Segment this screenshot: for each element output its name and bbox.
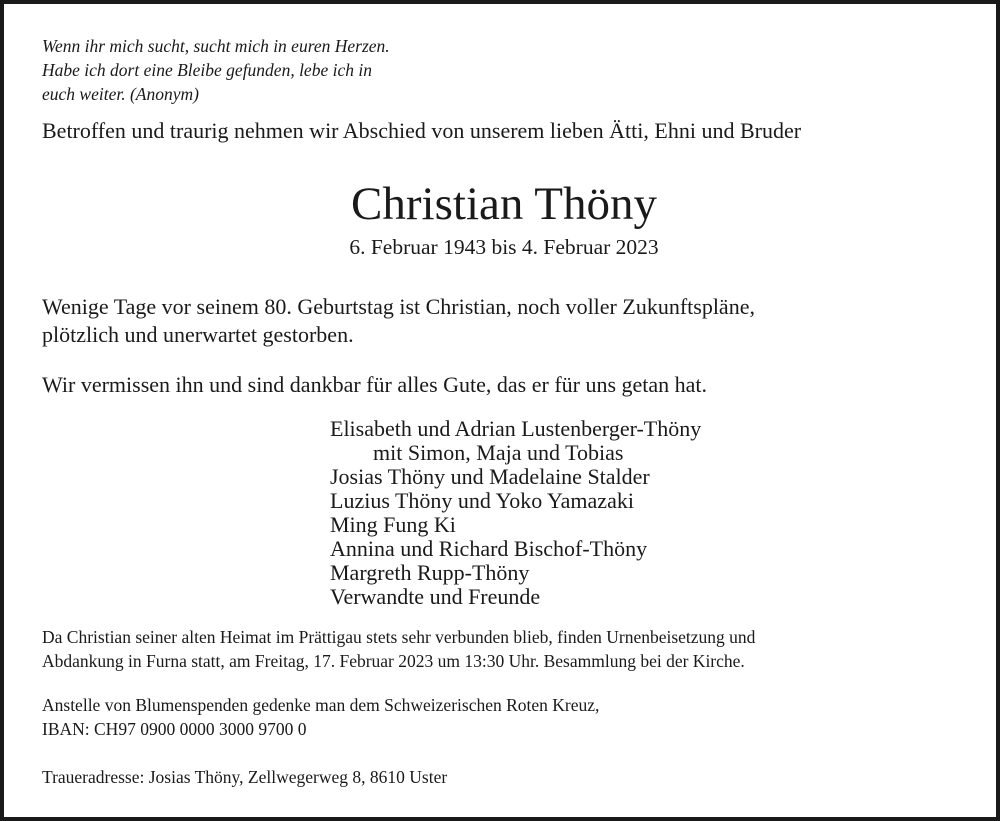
mourner-entry: Margreth Rupp-Thöny — [330, 560, 530, 585]
mourner-entry: Josias Thöny und Madelaine Stalder — [330, 464, 650, 489]
epigraph-quote — [42, 34, 390, 106]
donation-line: Anstelle von Blumenspenden gedenke man dem Schweizerischen Roten Kreuz, — [42, 695, 600, 715]
iban-line: IBAN: CH97 0900 0000 3000 9700 0 — [42, 719, 307, 739]
funeral-line: Da Christian seiner alten Heimat im Prättigau stets sehr verbunden blieb, finden Urnenbeisetzung und — [42, 627, 756, 647]
quote-line: Habe ich dort eine Bleibe gefunden, lebe ich in — [42, 60, 372, 80]
mourner-entry: Ming Fung Ki — [330, 512, 456, 537]
intro-text: Betroffen und traurig nehmen wir Abschied von unserem lieben Ätti, Ehni und Bruder — [42, 118, 802, 143]
funeral-details — [42, 625, 755, 673]
mourner-entry: Luzius Thöny und Yoko Yamazaki — [330, 488, 634, 513]
mourner-entry: mit Simon, Maja und Tobias — [373, 440, 624, 465]
message-paragraph-1 — [42, 293, 755, 349]
quote-line: euch weiter. (Anonym) — [42, 84, 199, 104]
mourner-entry: Verwandte und Freunde — [330, 584, 541, 609]
mourner-entry: Annina und Richard Bischof-Thöny — [330, 536, 648, 561]
donation-info — [42, 693, 599, 741]
mourners-list — [330, 417, 701, 609]
message-line: Wenige Tage vor seinem 80. Geburtstag ist Christian, noch voller Zukunftspläne, — [42, 294, 755, 319]
quote-line: Wenn ihr mich sucht, sucht mich in euren Herzen. — [42, 36, 390, 56]
mourning-address: Traueradresse: Josias Thöny, Zellwegerweg 8, 8610 Uster — [42, 767, 448, 787]
mourner-entry: Elisabeth und Adrian Lustenberger-Thöny — [330, 416, 702, 441]
funeral-line: Abdankung in Furna statt, am Freitag, 17. Februar 2023 um 13:30 Uhr. Besammlung bei der Kirche. — [42, 651, 745, 671]
message-paragraph-2: Wir vermissen ihn und sind dankbar für alles Gute, das er für uns getan hat. — [42, 372, 708, 397]
life-dates: 6. Februar 1943 bis 4. Februar 2023 — [349, 235, 659, 259]
message-line: plötzlich und unerwartet gestorben. — [42, 322, 354, 347]
deceased-name: Christian Thöny — [351, 178, 657, 230]
